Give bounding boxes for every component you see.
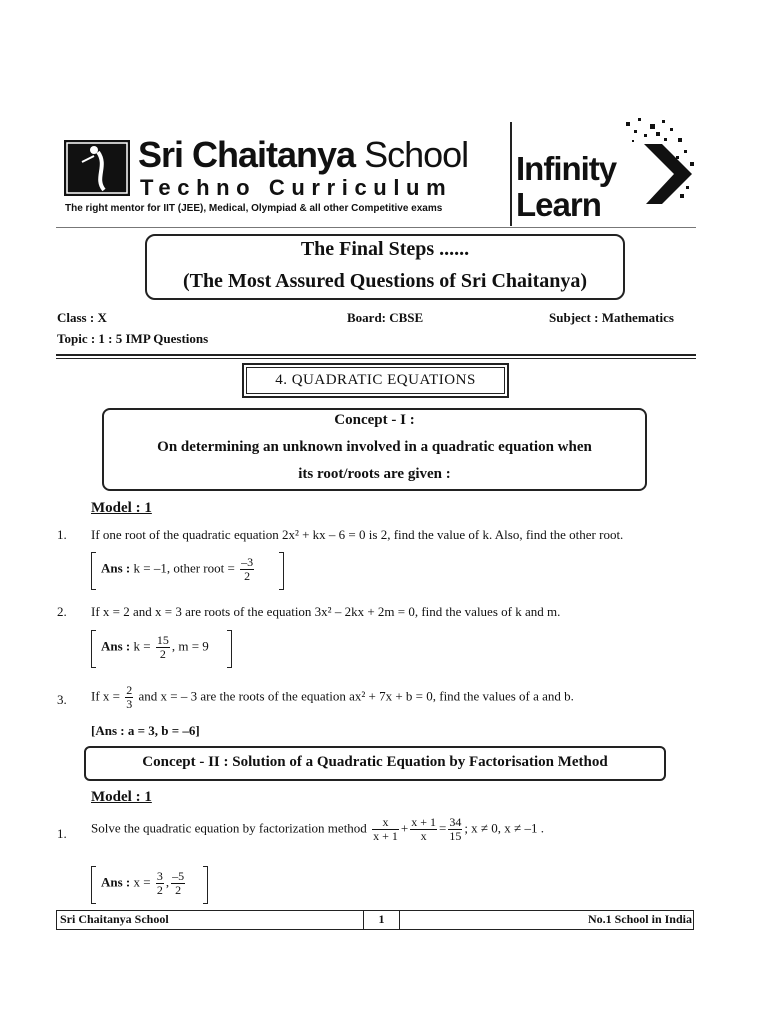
question-fraction: $\frac{34}{15}$ [449,815,462,843]
curriculum-name: Techno Curriculum [140,175,453,200]
question-fraction: $\frac{2}{3}$ [126,683,133,711]
topic-label: Topic : 1 : 5 IMP Questions [57,331,209,346]
question-fraction: $\frac{x}{x + 1}$ [373,815,398,843]
subject-label: Subject : Mathematics [549,310,674,325]
model-label: Model : 1 [91,500,152,516]
logo-divider [510,122,512,226]
question-number: 1. [57,527,67,542]
answer-label: Ans : [101,638,131,654]
answer-suffix: , m = 9 [171,638,209,654]
concept-1-title: Concept - I : [334,412,415,428]
school-name: Sri Chaitanya School [138,134,469,175]
school-emblem-logo [64,140,130,196]
question-text: If one root of the quadratic equation 2x² + kx – 6 = 0 is 2, find the value of k. Also, find the other root. [91,527,624,542]
brand-name-line2: Learn [516,186,601,223]
tagline: The right mentor for IIT (JEE), Medical, Olympiad & all other Competitive exams [65,203,443,214]
board-label: Board: CBSE [347,310,424,325]
answer-text: k = –1, other root = [133,560,235,576]
section-rule [56,354,696,359]
answer-fraction: $\frac{3}{2}$ [156,869,163,897]
answer-fraction: $\frac{15}{2}$ [156,633,169,661]
footer-page-number: 1 [364,910,400,930]
question-fraction: $\frac{x + 1}{x}$ [411,815,436,843]
bracket-right [279,552,284,590]
class-label: Class : X [57,310,107,325]
infinity-arrow-icon [604,116,700,220]
footer-school: Sri Chaitanya School [56,910,364,930]
brand-name-line1: Infinity [516,150,617,187]
title-line-1: The Final Steps ...... [300,238,470,260]
title-line-2: (The Most Assured Questions of Sri Chaitanya) [182,270,588,292]
answer-text: k = [133,638,151,654]
question-text: Solve the quadratic equation by factorization method $\frac{x}{x + 1}$ + $\frac{x + 1}{x}$ = $\frac{34}{15}$ ; x ≠ 0, x ≠ –1 . [91,815,544,843]
question-number: 2. [57,604,67,619]
header-rule [56,227,696,228]
bracket-left [91,552,96,590]
question-text: If x = 2 and x = 3 are roots of the equation 3x² – 2kx + 2m = 0, find the values of k and m. [91,604,561,619]
answer-fraction: $\frac{-5}{2}$ [172,869,185,897]
question-number: 3. [57,692,67,707]
question-number: 1. [57,826,67,841]
concept-2-title: Concept - II : Solution of a Quadratic Equation by Factorisation Method [142,754,608,770]
bracket-left [91,866,96,904]
model-label: Model : 1 [91,789,152,805]
bracket-right [227,630,232,668]
answer-label: Ans : [101,560,131,576]
answer-label: Ans : [101,874,131,890]
chapter-heading: 4. QUADRATIC EQUATIONS [246,367,505,394]
answer-fraction: $\frac{-3}{2}$ [241,555,254,583]
bracket-left [91,630,96,668]
question-text: If x = $\frac{2}{3}$ and x = – 3 are the roots of the equation ax² + 7x + b = 0, find the values of a and b. [91,683,574,711]
footer-slogan: No.1 School in India [587,912,692,926]
bracket-right [203,866,208,904]
answer-3: [Ans : a = 3, b = –6] [91,723,200,738]
concept-1-line-1: On determining an unknown involved in a quadratic equation when [157,439,592,455]
answer-text: x = [133,874,151,890]
concept-1-line-2: its root/roots are given : [298,466,451,482]
